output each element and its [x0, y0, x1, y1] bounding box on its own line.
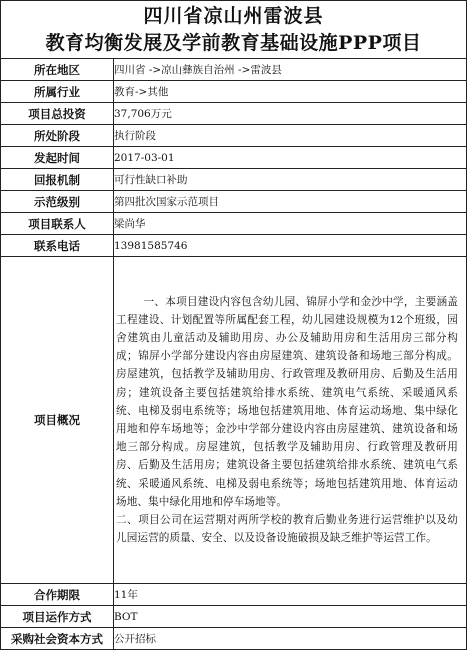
table-row-operation-mode — [1, 606, 467, 628]
title-line-2: 教育均衡发展及学前教育基础设施PPP项目 — [45, 32, 422, 54]
row-value: 13981585746 — [114, 235, 467, 257]
table-row-demo-level — [1, 191, 467, 213]
overview-text — [114, 293, 466, 548]
row-value: 11年 — [114, 584, 467, 606]
table-row-phone — [1, 235, 467, 257]
row-label: 联系电话 — [1, 235, 114, 257]
row-value: 37,706万元 — [114, 103, 467, 125]
table-row-return-mechanism — [1, 169, 467, 191]
row-label: 合作期限 — [1, 584, 114, 606]
row-value: 公开招标 — [114, 628, 467, 650]
table-row-region — [1, 59, 467, 81]
row-value: 教育->其他 — [114, 81, 467, 103]
project-info-table — [0, 58, 467, 650]
row-label: 项目概况 — [1, 257, 114, 584]
table-row-contact — [1, 213, 467, 235]
row-label: 回报机制 — [1, 169, 114, 191]
table-row-overview — [1, 257, 467, 584]
row-label: 示范级别 — [1, 191, 114, 213]
table-row-start-date — [1, 147, 467, 169]
row-value: 可行性缺口补助 — [114, 169, 467, 191]
overview-paragraph-1: 一、本项目建设内容包含幼儿园、锦屏小学和金沙中学，主要涵盖工程建设、计划配置等所属配套工程，幼儿园建设规模为12个班级，园舍建筑由儿童活动及辅助用房、办公及辅助用房和生活用房三部分构成；锦屏小学部分建设内容由房屋建筑、建筑设备和场地三部分构成。房屋建筑，包括教学及辅助用房、行政管理及教研用房、后勤及生活用房；建筑设备主要包括建筑给排水系统、建筑电气系统、采暖通风系统、电梯及弱电系统等；场地包括建筑用地、体育运动场地、集中绿化用地和停车场地等；金沙中学部分建设内容由房屋建筑、建筑设备和场地三部分构成。房屋建筑，包括教学及辅助用房、行政管理及教研用房、后勤及生活用房；建筑设备主要包括建筑给排水系统、建筑电气系统、采暖通风系统、电梯及弱电系统等；场地包括建筑用地、体育运动场地、集中绿化用地和停车场地等。 — [116, 295, 458, 508]
row-value: 执行阶段 — [114, 125, 467, 147]
row-label: 项目总投资 — [1, 103, 114, 125]
title-line-1: 四川省凉山州雷波县 — [143, 5, 324, 27]
table-row-investment — [1, 103, 467, 125]
row-label: 所属行业 — [1, 81, 114, 103]
row-value: 2017-03-01 — [114, 147, 467, 169]
document-title — [0, 0, 467, 58]
row-value: 第四批次国家示范项目 — [114, 191, 467, 213]
row-value: BOT — [114, 606, 467, 628]
row-label: 项目联系人 — [1, 213, 114, 235]
table-row-cooperation-period — [1, 584, 467, 606]
row-label: 所在地区 — [1, 59, 114, 81]
table-row-industry — [1, 81, 467, 103]
overview-paragraph-2: 二、项目公司在运营期对两所学校的教育后勤业务进行运营维护以及幼儿园运营的质量、安全、以及设备设施破损及缺乏维护等运营工作。 — [116, 514, 458, 545]
table-row-stage — [1, 125, 467, 147]
row-label: 所处阶段 — [1, 125, 114, 147]
row-value: 梁尚华 — [114, 213, 467, 235]
row-label: 采购社会资本方式 — [1, 628, 114, 650]
overview-cell — [114, 257, 467, 584]
row-label: 项目运作方式 — [1, 606, 114, 628]
row-value: 四川省 ->凉山彝族自治州 ->雷波县 — [114, 59, 467, 81]
table-row-procurement — [1, 628, 467, 650]
row-label: 发起时间 — [1, 147, 114, 169]
